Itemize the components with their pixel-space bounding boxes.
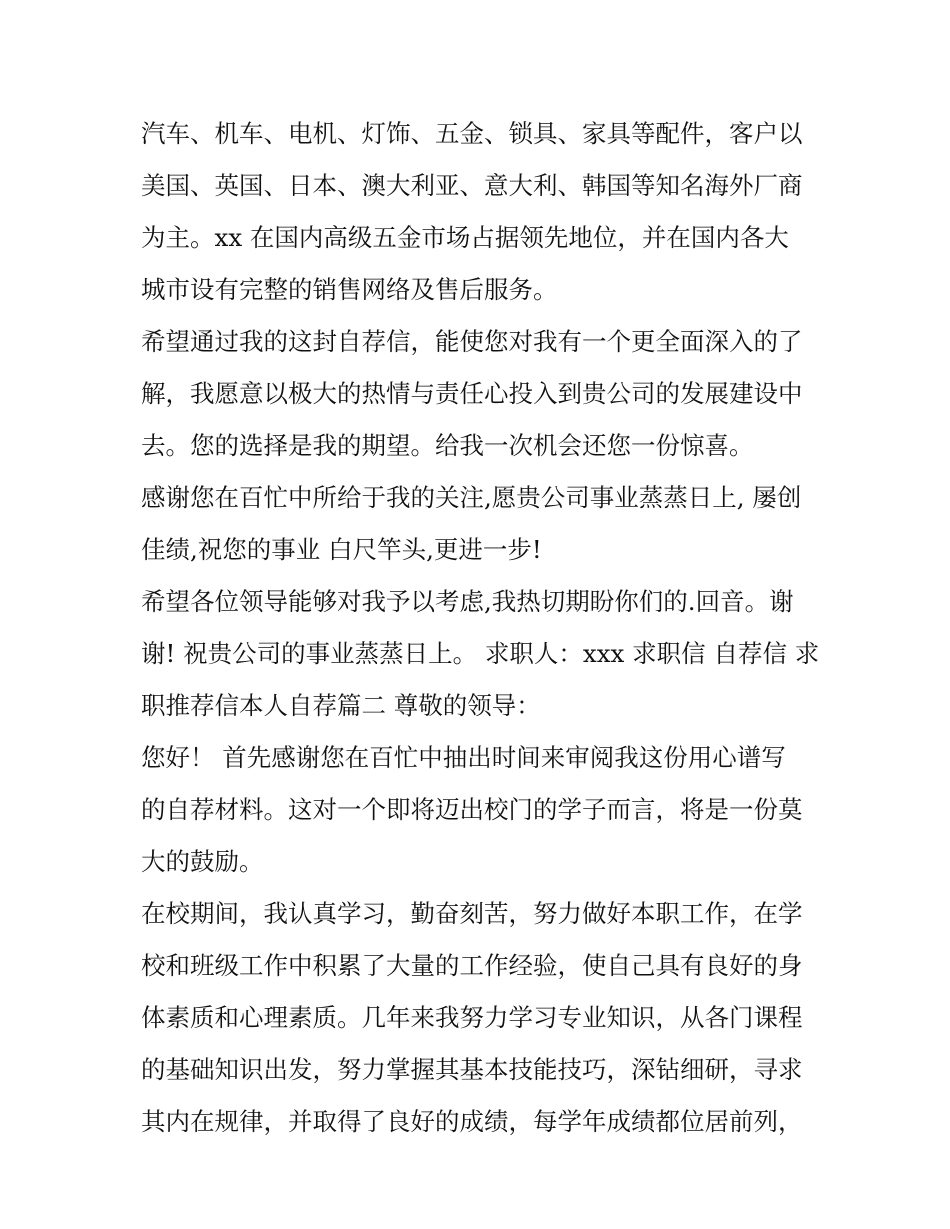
text-line: 佳绩,祝您的事业 白尺竿头,更进一步!	[141, 535, 542, 564]
text-line: 的自荐材料。这对一个即将迈出校门的学子而言，将是一份莫	[141, 795, 803, 824]
text-line: 在校期间，我认真学习，勤奋刻苦，努力做好本职工作，在学	[141, 899, 803, 928]
text-line: 汽车、机车、电机、灯饰、五金、锁具、家具等配件，客户以	[141, 119, 803, 148]
text-line: 希望各位领导能够对我予以考虑,我热切期盼你们的.回音。谢	[141, 587, 794, 616]
text-line: 体素质和心理素质。几年来我努力学习专业知识，从各门课程	[141, 1003, 803, 1032]
text-line: 校和班级工作中积累了大量的工作经验，使自己具有良好的身	[141, 951, 803, 980]
text-line: 谢! 祝贵公司的事业蒸蒸日上。 求职人：xxx 求职信 自荐信 求	[141, 639, 820, 668]
text-line: 美国、英国、日本、澳大利亚、意大利、韩国等知名海外厂商	[141, 171, 803, 200]
text-line: 其内在规律，并取得了良好的成绩，每学年成绩都位居前列，	[141, 1107, 803, 1136]
body-text	[141, 108, 821, 1148]
text-line: 解，我愿意以极大的热情与责任心投入到贵公司的发展建设中	[141, 379, 803, 408]
text-line: 的基础知识出发，努力掌握其基本技能技巧，深钻细研，寻求	[141, 1055, 803, 1084]
text-line: 希望通过我的这封自荐信，能使您对我有一个更全面深入的了	[141, 327, 803, 356]
text-line: 大的鼓励。	[141, 847, 264, 876]
text-line: 职推荐信本人自荐篇二 尊敬的领导：	[141, 691, 541, 720]
text-line: 感谢您在百忙中所给于我的关注,愿贵公司事业蒸蒸日上, 屡创	[141, 483, 802, 512]
text-line: 为主。xx 在国内高级五金市场占据领先地位，并在国内各大	[141, 223, 789, 252]
text-line: 城市设有完整的销售网络及售后服务。	[141, 275, 558, 304]
text-line: 去。您的选择是我的期望。给我一次机会还您一份惊喜。	[141, 431, 754, 460]
text-line: 您好！ 首先感谢您在百忙中抽出时间来审阅我这份用心谱写	[141, 743, 786, 772]
